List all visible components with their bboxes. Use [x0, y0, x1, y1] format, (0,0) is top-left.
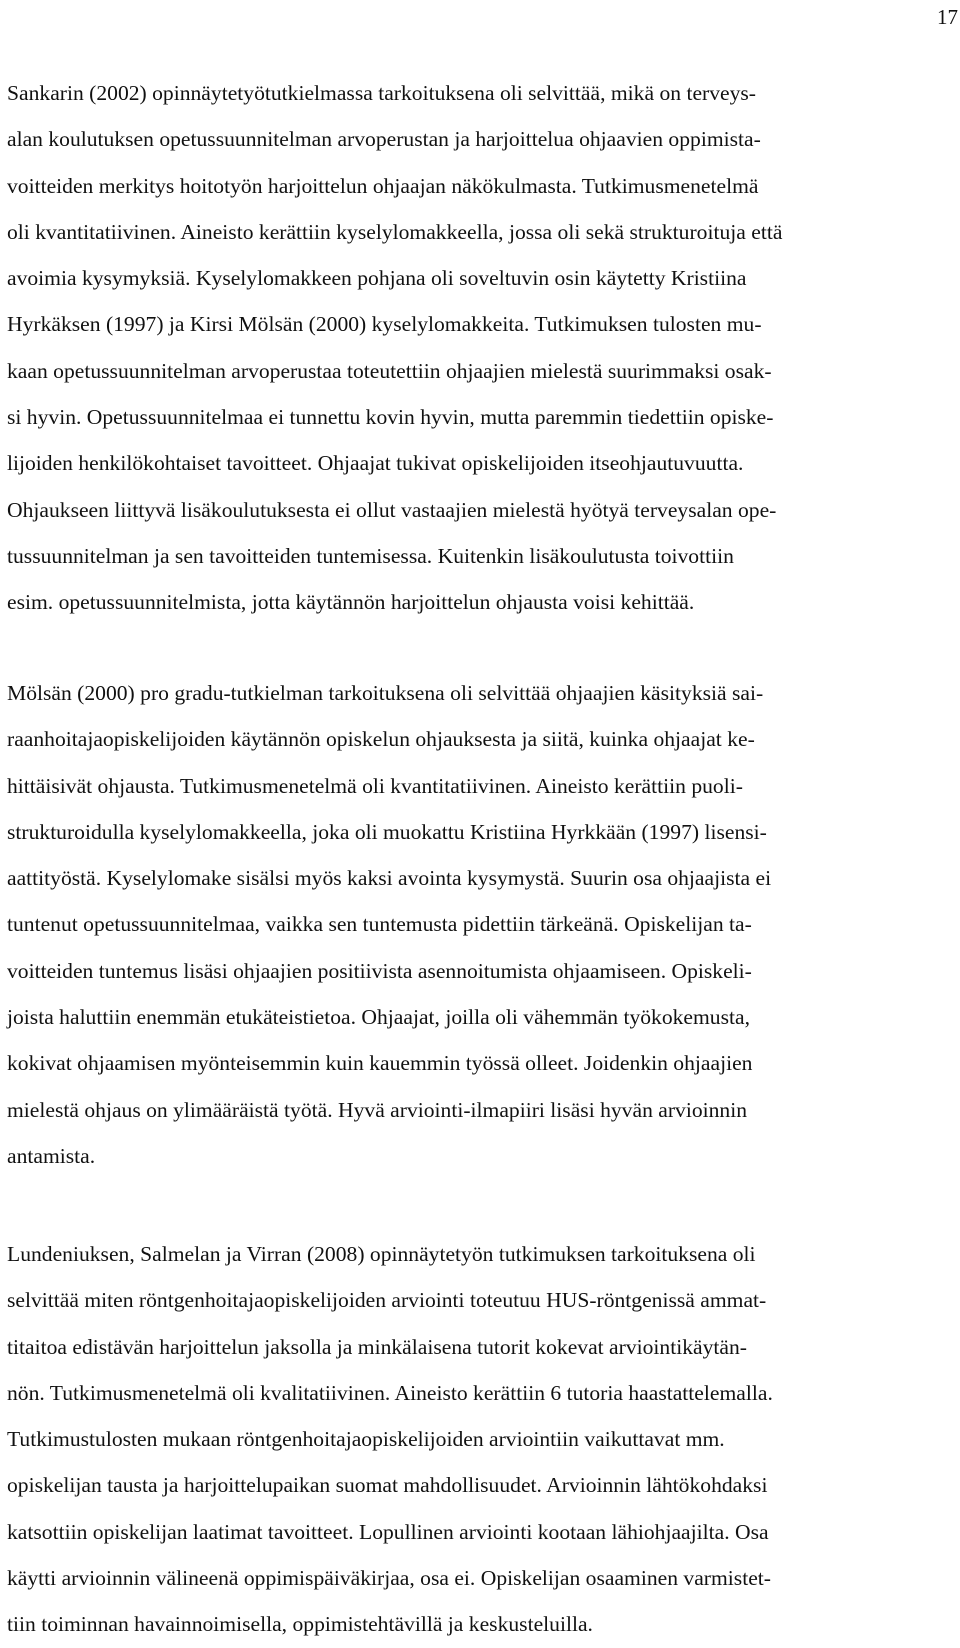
- text-line: alan koulutuksen opetussuunnitelman arvoperustan ja harjoittelua ohjaavien oppimista-: [7, 127, 761, 152]
- text-line: tuntenut opetussuunnitelmaa, vaikka sen tuntemusta pidettiin tärkeänä. Opiskelijan ta-: [7, 912, 752, 937]
- text-line: voitteiden merkitys hoitotyön harjoittelun ohjaajan näkökulmasta. Tutkimusmenetelmä: [7, 173, 759, 198]
- text-line: käytti arvioinnin välineenä oppimispäiväkirjaa, osa ei. Opiskelijan osaaminen varmistet-: [7, 1566, 771, 1591]
- text-line: Hyrkäksen (1997) ja Kirsi Mölsän (2000) kyselylomakkeita. Tutkimuksen tulosten mu-: [7, 312, 762, 337]
- text-line: selvittää miten röntgenhoitajaopiskelijoiden arviointi toteutuu HUS-röntgenissä ammat-: [7, 1288, 767, 1313]
- text-line: Lundeniuksen, Salmelan ja Virran (2008) opinnäytetyön tutkimuksen tarkoituksena oli: [7, 1242, 756, 1266]
- text-line: strukturoidulla kyselylomakkeella, joka oli muokattu Kristiina Hyrkkään (1997) lisensi-: [7, 819, 767, 844]
- text-line: Ohjaukseen liittyvä lisäkoulutuksesta ei ollut vastaajien mielestä hyötyä terveysalan ope-: [7, 497, 777, 522]
- text-line: raanhoitajaopiskelijoiden käytännön opiskelun ohjauksesta ja siitä, kuinka ohjaajat ke-: [7, 727, 755, 752]
- paragraph-molsa: [7, 670, 771, 1179]
- text-line: Sankarin (2002) opinnäytetyötutkielmassa tarkoituksena oli selvittää, mikä on terveys-: [7, 81, 757, 105]
- text-line: lijoiden henkilökohtaiset tavoitteet. Ohjaajat tukivat opiskelijoiden itseohjautuvuutta.: [7, 451, 744, 476]
- text-line: katsottiin opiskelijan laatimat tavoitteet. Lopullinen arviointi kootaan lähiohjaajilta. Osa: [7, 1519, 769, 1544]
- document-body: [7, 70, 955, 1637]
- text-line: tiin toiminnan havainnoimisella, oppimistehtävillä ja keskusteluilla.: [7, 1612, 593, 1637]
- text-line: kokivat ohjaamisen myönteisemmin kuin kauemmin työssä olleet. Joidenkin ohjaajien: [7, 1051, 753, 1076]
- text-line: Tutkimustulosten mukaan röntgenhoitajaopiskelijoiden arviointiin vaikuttavat mm.: [7, 1427, 725, 1452]
- text-line: aattityöstä. Kyselylomake sisälsi myös kaksi avointa kysymystä. Suurin osa ohjaajista ei: [7, 866, 772, 891]
- text-line: si hyvin. Opetussuunnitelmaa ei tunnettu kovin hyvin, mutta paremmin tiedettiin opiske-: [7, 405, 774, 430]
- text-line: opiskelijan tausta ja harjoittelupaikan suomat mahdollisuudet. Arvioinnin lähtökohdaksi: [7, 1473, 768, 1498]
- text-line: hittäisivät ohjausta. Tutkimusmenetelmä oli kvantitatiivinen. Aineisto kerättiin puoli-: [7, 773, 743, 798]
- text-line: kaan opetussuunnitelman arvoperustaa toteutettiin ohjaajien mielestä suurimmaksi osak-: [7, 358, 772, 383]
- paragraph-lundenius: [7, 1231, 773, 1648]
- text-line: tussuunnitelman ja sen tavoitteiden tuntemisessa. Kuitenkin lisäkoulutusta toivottiin: [7, 543, 734, 568]
- text-line: mielestä ohjaus on ylimääräistä työtä. Hyvä arviointi-ilmapiiri lisäsi hyvän arvioinnin: [7, 1097, 748, 1122]
- text-line: avoimia kysymyksiä. Kyselylomakkeen pohjana oli soveltuvin osin käytetty Kristiina: [7, 266, 747, 291]
- text-line: oli kvantitatiivinen. Aineisto kerättiin kyselylomakkeella, jossa oli sekä strukturoituja että: [7, 219, 783, 244]
- text-line: Mölsän (2000) pro gradu-tutkielman tarkoituksena oli selvittää ohjaajien käsityksiä sai-: [7, 681, 764, 705]
- text-line: nön. Tutkimusmenetelmä oli kvalitatiivinen. Aineisto kerättiin 6 tutoria haastattelemalla.: [7, 1380, 773, 1405]
- paragraph-sankari: [7, 70, 955, 626]
- text-line: joista haluttiin enemmän etukäteistietoa. Ohjaajat, joilla oli vähemmän työkokemusta,: [7, 1005, 750, 1030]
- text-line: antamista.: [7, 1143, 96, 1168]
- text-line: esim. opetussuunnitelmista, jotta käytännön harjoittelun ohjausta voisi kehittää.: [7, 590, 695, 615]
- text-line: voitteiden tuntemus lisäsi ohjaajien positiivista asennoitumista ohjaamiseen. Opiskeli-: [7, 958, 752, 983]
- page-number: 17: [937, 5, 958, 29]
- text-line: titaitoa edistävän harjoittelun jaksolla ja minkälaisena tutorit kokevat arviointikäytän-: [7, 1334, 747, 1359]
